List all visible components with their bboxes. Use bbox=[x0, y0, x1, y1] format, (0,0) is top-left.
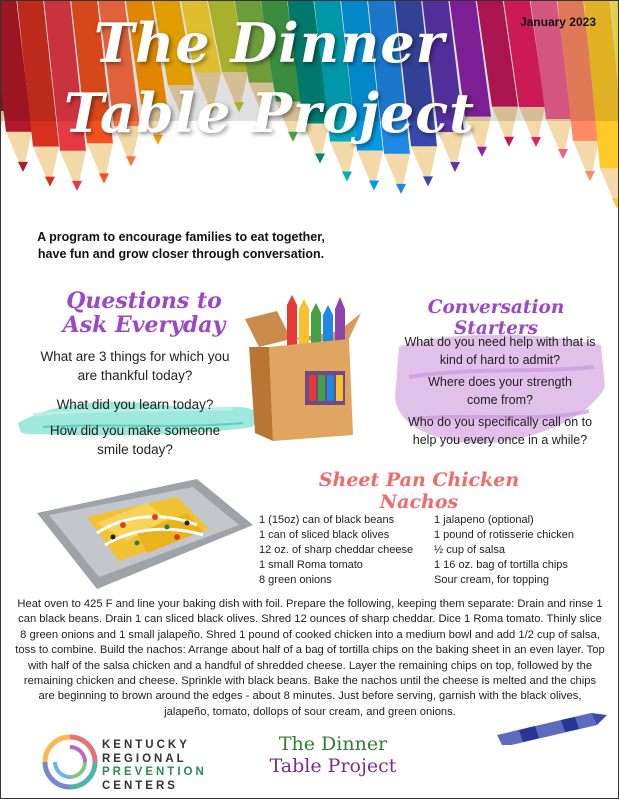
ingredients-left bbox=[259, 513, 413, 588]
questions-heading bbox=[59, 289, 229, 337]
ingredient: 12 oz. of sharp cheddar cheese bbox=[259, 544, 414, 556]
krpc-swirl-logo bbox=[41, 733, 99, 791]
krpc-logo-text bbox=[102, 739, 207, 793]
recipe-instructions: Heat oven to 425 F and line your baking dish with foil. Prepare the following, keeping them separate: Drain and rinse 1 can black beans. Drain 1 can sliced black olives. Shred 12 ounces of sharp cheddar. Dice 1 Roma tomato. Thinly slice 8 green onions and 1 small jalapeño. Shred 1 pound of cooked chicken into a medium bowl and add 1/2 cup of salsa, toss to combine. Build the nachos: Arrange about half of a bag of tortilla chips on the baking sheet in an even layer. Top with half of the salsa chicken and a handful of shredded cheese. Layer the remaining chips on top, followed by the remaining chicken and cheese. Sprinkle with black beans. Bake the nachos until the cheese is melted and the chips are beginning to brown around the edges - about 8 minutes. Just before serving, garnish with the black olives, jalapeño, tomato, dollops of sour cream, and green onions. bbox=[15, 598, 605, 718]
questions-heading-line-2: Ask Everyday bbox=[62, 312, 226, 338]
ingredient: ½ cup of salsa bbox=[434, 544, 505, 556]
ingredient: 1 jalapeno (optional) bbox=[434, 514, 534, 526]
conversation-starters-heading: Conversation Starters bbox=[427, 297, 565, 339]
issue-date: January 2023 bbox=[519, 15, 596, 29]
dinner-table-project-logo bbox=[263, 733, 403, 777]
starter-item: What do you need help with that is kind of hard to admit? bbox=[404, 335, 596, 367]
krpc-line: CENTERS bbox=[102, 779, 178, 792]
ingredient: 1 small Roma tomato bbox=[259, 559, 363, 571]
krpc-line: KENTUCKY bbox=[102, 739, 190, 751]
ingredient: 1 pound of rotisserie chicken bbox=[434, 529, 575, 541]
ingredient: 1 can of sliced black olives bbox=[259, 529, 390, 541]
question-item: What are 3 things for which you are thankful today? bbox=[40, 349, 230, 383]
question-item: How did you make someone smile today? bbox=[49, 423, 221, 457]
sheet-pan-nachos-image bbox=[27, 473, 257, 599]
krpc-line: PREVENTION bbox=[102, 766, 207, 778]
ingredient: 1 (15oz) can of black beans bbox=[259, 514, 395, 526]
purple-crayon-image bbox=[491, 705, 611, 745]
dtp-logo-line-2: Table Project bbox=[269, 755, 397, 777]
tagline-line-1: A program to encourage families to eat together, bbox=[37, 230, 325, 244]
krpc-line: REGIONAL bbox=[102, 752, 187, 765]
recipe-heading: Sheet Pan Chicken Nachos bbox=[318, 469, 520, 513]
title-line-2: Table Project bbox=[63, 81, 476, 145]
title-line-1: The Dinner bbox=[93, 11, 446, 75]
ingredient: Sour cream, for topping bbox=[434, 574, 549, 586]
crayon-box-image bbox=[229, 295, 369, 445]
ingredient: 8 green onions bbox=[259, 574, 332, 586]
starter-item: Who do you specifically call on to help you every once in a while? bbox=[407, 415, 593, 447]
ingredient: 1 16 oz. bag of tortilla chips bbox=[434, 559, 568, 571]
questions-heading-line-1: Questions to bbox=[66, 288, 222, 314]
ingredients-right bbox=[434, 513, 574, 588]
dtp-logo-line-1: The Dinner bbox=[278, 733, 388, 755]
question-item: What did you learn today? bbox=[56, 397, 214, 412]
starter-item: Where does your strength come from? bbox=[428, 375, 572, 407]
tagline-line-2: have fun and grow closer through conversation. bbox=[37, 247, 325, 261]
tagline bbox=[21, 229, 341, 263]
